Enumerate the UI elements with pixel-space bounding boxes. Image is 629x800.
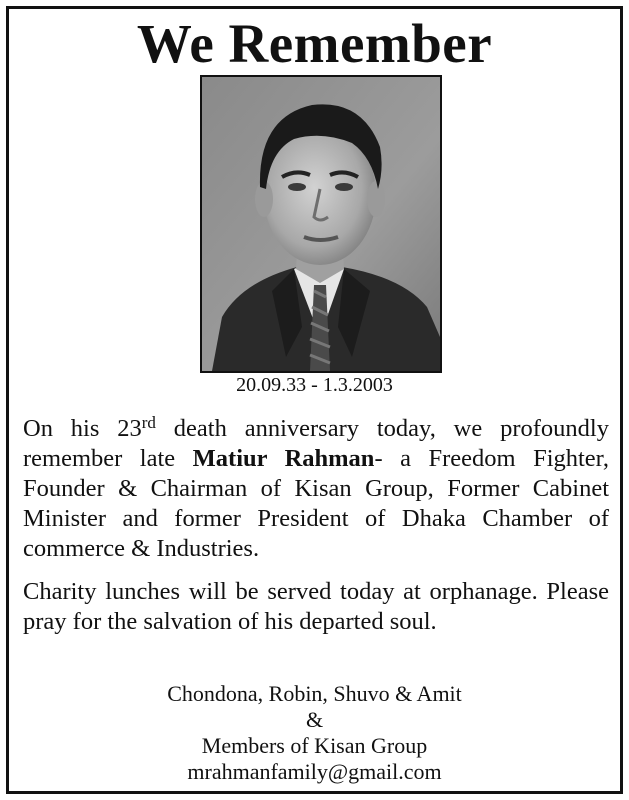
family-names: Chondona, Robin, Shuvo & Amit — [167, 681, 462, 706]
paragraph-text-middle: death anniversary today, we profoundly remember late — [23, 415, 609, 472]
portrait-photo — [200, 75, 442, 373]
contact-email: mrahmanfamily@gmail.com — [187, 759, 442, 784]
ordinal-suffix: rd — [141, 413, 156, 432]
anniversary-paragraph — [23, 414, 609, 564]
group-members: Members of Kisan Group — [201, 733, 428, 758]
paragraph-text-start: On his 23 — [23, 415, 142, 442]
signature-block — [9, 681, 620, 785]
paragraph-text-end: - a Freedom Fighter, Founder & Chairman of Kisan Group, Former Cabinet Minister and former President of Dhaka Chamber of commerce & Industries. — [23, 445, 609, 562]
page-title: We Remember — [136, 13, 493, 74]
memorial-notice — [6, 6, 623, 794]
deceased-name: Matiur Rahman — [192, 445, 375, 472]
ampersand: & — [305, 707, 324, 732]
life-dates: 20.09.33 - 1.3.2003 — [236, 374, 393, 396]
charity-paragraph: Charity lunches will be served today at orphanage. Please pray for the salvation of his departed soul. — [23, 578, 609, 635]
